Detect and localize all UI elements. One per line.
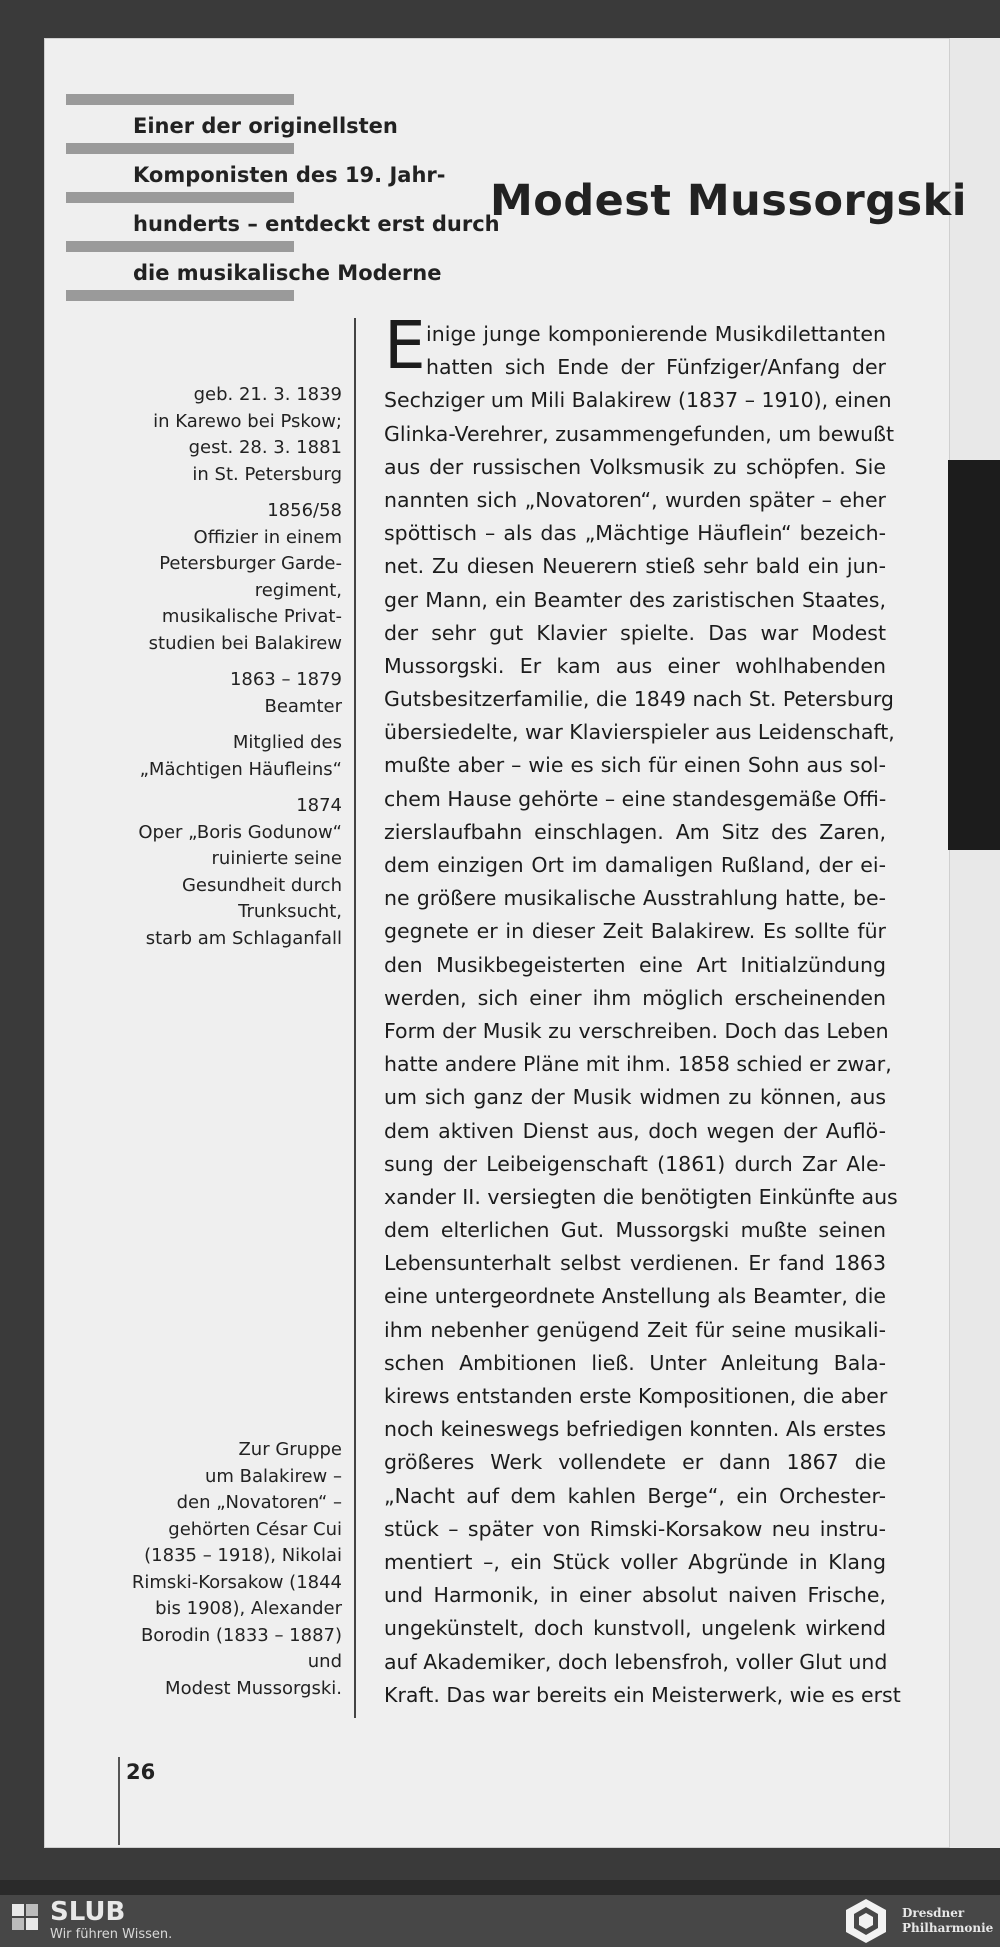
sidebar-line: gest. 28. 3. 1881 [188,437,342,458]
article-line: xander II. versiegten die benötigten Einkünfte aus [384,1184,898,1209]
sidebar-line: Gesundheit durch [181,874,342,896]
article-line: Sechziger um Mili Balakirew (1837 – 1910), einen [384,388,892,413]
adjacent-page-photo [948,460,1000,850]
page-number-rule [118,1757,120,1845]
intro-line: Komponisten des 19. Jahr- [133,163,446,187]
partner-name-line: Philharmonie [902,1921,994,1935]
sidebar-note-line: und [307,1651,342,1672]
article-line: mentiert –, ein Stück voller Abgründe in Klang [384,1549,886,1574]
intro-stripe [66,290,294,301]
adjacent-page-edge [950,38,1000,1848]
article-line: um sich ganz der Musik widmen zu können, aus [384,1085,886,1110]
intro-stripe [66,143,294,154]
sidebar-line: Oper „Boris Godunow“ [138,821,342,843]
sidebar-line: „Mächtigen Häufleins“ [139,758,342,780]
sidebar-note [110,1437,342,1702]
sidebar-paragraph [110,667,342,720]
sidebar-line: regiment, [254,579,342,601]
sidebar-line: in Karewo bei Pskow; [153,410,342,432]
article-line: werden, sich einer ihm möglich erscheinenden [384,985,886,1010]
intro-stripe [66,192,294,203]
sidebar-line: 1874 [296,795,342,816]
article-line: dem elterlichen Gut. Mussorgski mußte seinen [384,1218,886,1243]
sidebar-line: 1856/58 [267,500,342,521]
article-line: ne größere musikalische Ausstrahlung hatte, be- [384,886,886,911]
sidebar-note-line: um Balakirew – [204,1465,342,1487]
article-line: Kraft. Das war bereits ein Meisterwerk, wie es erst [384,1682,901,1707]
article-line: dem einzigen Ort im damaligen Rußland, der ei- [384,853,886,877]
sidebar-line: Trunksucht, [238,901,342,922]
intro-line: Einer der originellsten [133,114,398,138]
partner-name [902,1906,993,1936]
article-line: noch keineswegs befriedigen konnten. Als erstes [384,1417,886,1442]
article-line: Glinka-Verehrer, zusammengefunden, um bewußt [384,421,895,446]
sidebar-line: ruinierte seine [211,848,342,869]
article-line: Gutsbesitzerfamilie, die 1849 nach St. Petersburg [384,687,894,712]
sidebar-line: Petersburger Garde- [159,553,342,574]
sidebar-paragraph [110,498,342,657]
article-line: und Harmonik, in einer absolut naiven Frische, [384,1583,886,1608]
article-line: spöttisch – als das „Mächtige Häuflein“ bezeich- [384,521,886,546]
article-line: ihm nebenher genügend Zeit für seine musikali- [384,1317,886,1342]
intro-stripe [66,241,294,252]
article-line: Form der Musik zu verschreiben. Doch das Leben [384,1018,889,1043]
sidebar-note-line: Modest Mussorgski. [165,1677,342,1699]
sidebar-note-line: bis 1908), Alexander [155,1598,342,1619]
article-line: nannten sich „Novatoren“, wurden später – eher [384,487,886,512]
sidebar-note-line: Rimski-Korsakow (1844 [131,1571,342,1593]
sidebar-line: musikalische Privat- [161,606,342,627]
article-line: Mussorgski. Er kam aus einer wohlhabenden [384,653,886,678]
article-line: der sehr gut Klavier spielte. Das war Modest [384,620,886,645]
sidebar-line: starb am Schlaganfall [145,927,342,949]
article-line: größeres Werk vollendete er dann 1867 die [384,1450,886,1475]
drop-cap: E [384,307,426,384]
sidebar-line: Offizier in einem [193,526,342,548]
article-body [384,318,901,1712]
sidebar-note-line: Borodin (1833 – 1887) [140,1624,342,1646]
sidebar-paragraph [110,730,342,783]
sidebar-note-line: (1835 – 1918), Nikolai [144,1545,342,1566]
sidebar-line: Mitglied des [232,732,342,753]
article-line: ger Mann, ein Beamter des zaristischen Staates, [384,587,886,612]
library-name: SLUB [50,1897,126,1927]
article-line: gegnete er in dieser Zeit Balakirew. Es sollte für [384,919,886,944]
sidebar-line: studien bei Balakirew [148,632,342,654]
page-title: Modest Mussorgski [490,176,967,226]
sidebar-line: Beamter [264,695,342,717]
intro-line: hunderts – entdeckt erst durch [133,212,500,236]
article-line: den Musikbegeisterten eine Art Initialzündung [384,952,886,977]
column-divider [354,318,356,1718]
article-line: übersiedelte, war Klavierspieler aus Leidenschaft, [384,720,895,745]
article-line: chem Hause gehörte – eine standesgemäße Offi- [384,786,887,811]
article-line: hatte andere Pläne mit ihm. 1858 schied er zwar, [384,1052,892,1077]
article-line: net. Zu diesen Neuerern stieß sehr bald ein jun- [384,554,886,579]
sidebar-paragraph [110,382,342,488]
sidebar-line: in St. Petersburg [192,463,342,485]
article-line: kirews entstanden erste Kompositionen, die aber [384,1384,888,1408]
intro-line: die musikalische Moderne [133,261,442,285]
article-line: hatten sich Ende der Fünfziger/Anfang der [426,355,886,380]
library-tagline: Wir führen Wissen. [50,1927,173,1942]
article-line: Lebensunterhalt selbst verdienen. Er fand 1863 [384,1251,886,1276]
article-line: ungekünstelt, doch kunstvoll, ungelenk wirkend [384,1616,886,1641]
article-line: stück – später von Rimski-Korsakow neu instru- [384,1516,886,1541]
sidebar-note-line: Zur Gruppe [238,1439,342,1460]
sidebar-paragraph [110,793,342,952]
article-line: sung der Leibeigenschaft (1861) durch Zar Ale- [384,1151,886,1176]
sidebar-biography [110,382,342,962]
slub-logo-icon [12,1904,38,1930]
article-line: zierslaufbahn einschlagen. Am Sitz des Zaren, [384,819,886,844]
sidebar-line: geb. 21. 3. 1839 [193,384,342,405]
article-line: schen Ambitionen ließ. Unter Anleitung Bala- [384,1350,886,1375]
article-line: eine untergeordnete Anstellung als Beamter, die [384,1284,886,1309]
article-line: mußte aber – wie es sich für einen Sohn aus sol- [384,753,886,778]
page-number: 26 [126,1760,156,1784]
article-line: inige junge komponierende Musikdilettanten [426,322,886,346]
article-line: auf Akademiker, doch lebensfroh, voller Glut und [384,1649,888,1674]
sidebar-note-line: gehörten César Cui [168,1518,342,1540]
article-line: „Nacht auf dem kahlen Berge“, ein Orchester- [384,1483,886,1508]
article-line: dem aktiven Dienst aus, doch wegen der Auflö- [384,1118,886,1143]
partner-name-line: Dresdner [902,1906,965,1920]
sidebar-note-line: den „Novatoren“ – [176,1492,342,1513]
philharmonie-logo-icon [840,1897,892,1945]
intro-stripe [66,94,294,105]
article-line: aus der russischen Volksmusik zu schöpfen. Sie [384,454,886,479]
sidebar-line: 1863 – 1879 [229,669,342,690]
